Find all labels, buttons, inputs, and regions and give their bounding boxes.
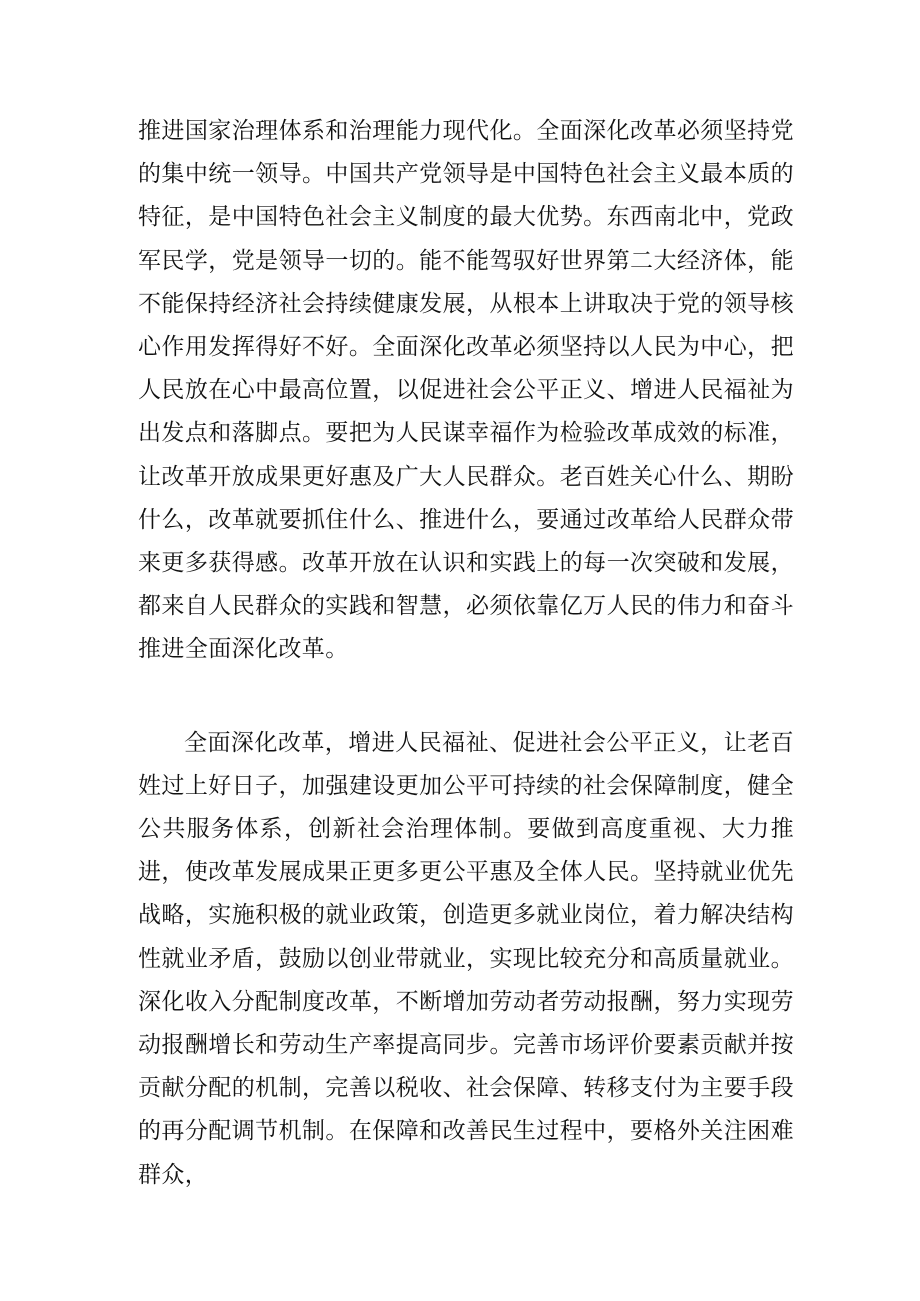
paragraph-spacer	[138, 672, 794, 722]
paragraph-1: 推进国家治理体系和治理能力现代化。全面深化改革必须坚持党的集中统一领导。中国共产党领导是中国特色社会主义最本质的特征，是中国特色社会主义制度的最大优势。东西南北中，党政军民学，党是领导一切的。能不能驾驭好世界第二大经济体，能不能保持经济社会持续健康发展，从根本上讲取决于党的领导核心作用发挥得好不好。全面深化改革必须坚持以人民为中心，把人民放在心中最高位置，以促进社会公平正义、增进人民福祉为出发点和落脚点。要把为人民谋幸福作为检验改革成效的标准，让改革开放成果更好惠及广大人民群众。老百姓关心什么、期盼什么，改革就要抓住什么、推进什么，要通过改革给人民群众带来更多获得感。改革开放在认识和实践上的每一次突破和发展，都来自人民群众的实践和智慧，必须依靠亿万人民的伟力和奋斗推进全面深化改革。	[138, 118, 794, 663]
paragraph-2: 全面深化改革，增进人民福祉、促进社会公平正义，让老百姓过上好日子，加强建设更加公平可持续的社会保障制度，健全公共服务体系，创新社会治理体制。要做到高度重视、大力推进，使改革发展成果正更多更公平惠及全体人民。坚持就业优先战略，实施积极的就业政策，创造更多就业岗位，着力解决结构性就业矛盾，鼓励以创业带就业，实现比较充分和高质量就业。深化收入分配制度改革，不断增加劳动者劳动报酬，努力实现劳动报酬增长和劳动生产率提高同步。完善市场评价要素贡献并按贡献分配的机制，完善以税收、社会保障、转移支付为主要手段的再分配调节机制。在保障和改善民生过程中，要格外关注困难群众，	[138, 729, 794, 1188]
document-body	[138, 110, 794, 1197]
